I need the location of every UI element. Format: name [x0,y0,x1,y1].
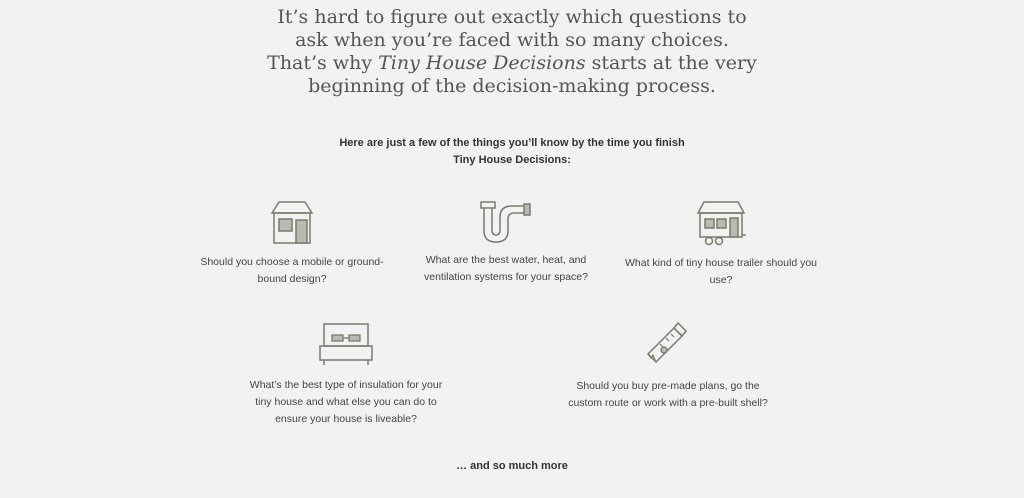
feature-text: Should you choose a mobile or ground-bound design? [200,256,384,285]
intro-line-2: ask when you’re faced with so many choices. [295,29,729,51]
bed-icon [318,320,374,368]
saw-icon [644,320,692,370]
more-link-text: … and so much more [456,460,568,472]
intro-line-3 [262,52,762,75]
trailer-house-icon [695,198,747,246]
feature-trailer [616,198,826,289]
feature-text: What’s the best type of insulation for your tiny house and what else you can do to ensure your house is liveable? [249,379,443,425]
intro-line-4: beginning of the decision-making process. [308,75,716,97]
feature-mobile-vs-ground [190,198,394,288]
intro-line-3-post: starts at the very [585,52,757,74]
lead-text: Here are just a few of the things you’ll know by the time you finish Tiny House Decisions: [339,137,685,166]
feature-insulation [248,320,444,428]
intro-line-1: It’s hard to figure out exactly which questions to [277,6,747,28]
intro-text [262,6,762,98]
feature-text: Should you buy pre-made plans, go the custom route or work with a pre-built shell? [568,380,768,409]
feature-systems [418,197,594,286]
feature-plans [568,320,768,412]
house-icon [268,198,316,246]
feature-text: What kind of tiny house trailer should you use? [624,257,818,286]
feature-text: What are the best water, heat, and ventilation systems for your space? [424,254,588,283]
pipe-icon [476,197,536,247]
intro-book-title: Tiny House Decisions [378,52,586,74]
intro-line-3-pre: That’s why [267,52,379,74]
